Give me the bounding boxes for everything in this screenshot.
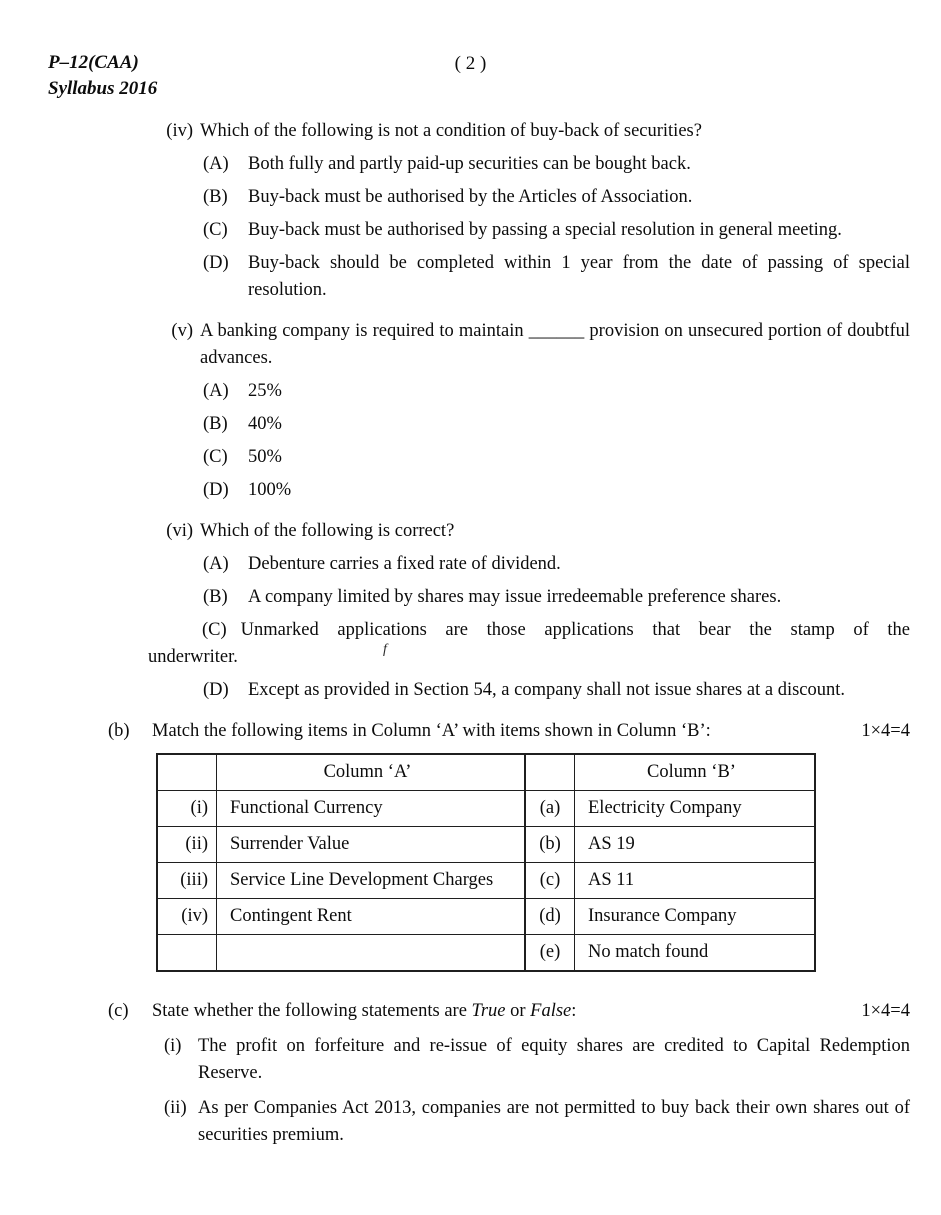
option-label: (B)	[203, 587, 228, 607]
option-b	[203, 184, 910, 211]
part-text-prefix: State whether the following statements are	[152, 1001, 472, 1021]
question-v	[148, 318, 910, 504]
question-vi	[148, 518, 910, 704]
marks-badge: 1×4=4	[861, 721, 910, 741]
false-word: False	[530, 1001, 572, 1021]
item-number: (ii)	[157, 827, 217, 863]
item-letter: (c)	[525, 863, 575, 899]
question-number: (v)	[171, 321, 193, 341]
column-a-item	[217, 935, 526, 972]
table-row	[157, 863, 815, 899]
scan-artifact-mark: f	[383, 642, 387, 657]
page-content	[0, 118, 941, 1149]
item-letter: (b)	[525, 827, 575, 863]
paper-code: P–12(CAA)	[48, 52, 139, 73]
option-c	[148, 617, 910, 671]
option-text: Buy-back must be authorised by passing a special resolution in general meeting.	[248, 220, 842, 240]
option-d	[203, 250, 910, 304]
option-c	[203, 444, 910, 471]
option-label: (C)	[202, 620, 227, 640]
question-number: (vi)	[166, 521, 193, 541]
option-c	[203, 217, 910, 244]
item-number: (iv)	[157, 899, 217, 935]
empty-cell	[525, 754, 575, 791]
part-c-row	[108, 998, 910, 1025]
option-text: Both fully and partly paid-up securities can be bought back.	[248, 154, 691, 174]
option-b	[203, 411, 910, 438]
column-a-header: Column ‘A’	[217, 754, 526, 791]
item-letter: (a)	[525, 791, 575, 827]
option-text: Buy-back should be completed within 1 year from the date of passing of special resolution.	[248, 253, 910, 300]
table-row	[157, 935, 815, 972]
part-text	[152, 998, 849, 1025]
column-b-item: No match found	[575, 935, 816, 972]
option-label: (D)	[203, 480, 229, 500]
page-header	[0, 0, 941, 106]
option-text: 40%	[248, 414, 282, 434]
option-text: 100%	[248, 480, 292, 500]
column-b-item: Insurance Company	[575, 899, 816, 935]
column-a-item: Contingent Rent	[217, 899, 526, 935]
column-b-header: Column ‘B’	[575, 754, 816, 791]
option-text: 50%	[248, 447, 282, 467]
statement-i	[152, 1033, 910, 1087]
option-a	[203, 551, 910, 578]
table-header-row	[157, 754, 815, 791]
part-label: (c)	[108, 1001, 129, 1021]
option-label: (D)	[203, 253, 229, 273]
option-text: 25%	[248, 381, 282, 401]
table-row	[157, 899, 815, 935]
question-text: A banking company is required to maintain ______ provision on unsecured portion of doubtful advances.	[200, 321, 910, 368]
item-number: (iii)	[157, 863, 217, 899]
item-letter: (e)	[525, 935, 575, 972]
item-number	[157, 935, 217, 972]
part-text-suffix: :	[571, 1001, 577, 1021]
statement-label: (ii)	[164, 1098, 187, 1118]
statement-text: As per Companies Act 2013, companies are not permitted to buy back their own shares out of securities premium.	[198, 1098, 910, 1145]
column-a-item: Surrender Value	[217, 827, 526, 863]
option-text: A company limited by shares may issue irredeemable preference shares.	[248, 587, 782, 607]
option-text: Debenture carries a fixed rate of dividend.	[248, 554, 561, 574]
column-a-item: Service Line Development Charges	[217, 863, 526, 899]
part-b-row	[108, 718, 910, 745]
question-iv	[148, 118, 910, 304]
option-label: (A)	[203, 381, 229, 401]
option-text: Except as provided in Section 54, a company shall not issue shares at a discount.	[248, 680, 846, 700]
option-d	[203, 677, 910, 704]
empty-cell	[157, 754, 217, 791]
option-text: Unmarked applications are those applications that bear the stamp of the underwriter.	[148, 620, 910, 667]
option-label: (B)	[203, 414, 228, 434]
option-label: (C)	[203, 220, 228, 240]
table-row	[157, 791, 815, 827]
column-b-item: AS 11	[575, 863, 816, 899]
statement-ii	[152, 1095, 910, 1149]
column-b-item: Electricity Company	[575, 791, 816, 827]
option-label: (C)	[203, 447, 228, 467]
question-row	[148, 118, 910, 145]
part-text: Match the following items in Column ‘A’ with items shown in Column ‘B’:	[152, 721, 711, 741]
question-row	[148, 518, 910, 545]
option-d	[203, 477, 910, 504]
option-a	[203, 378, 910, 405]
marks-badge: 1×4=4	[861, 1001, 910, 1021]
page-number: ( 2 )	[454, 53, 487, 74]
option-a	[203, 151, 910, 178]
option-label: (B)	[203, 187, 228, 207]
match-table	[156, 753, 816, 972]
item-letter: (d)	[525, 899, 575, 935]
item-number: (i)	[157, 791, 217, 827]
question-text: Which of the following is correct?	[200, 521, 455, 541]
part-text-middle: or	[505, 1001, 531, 1021]
option-b	[203, 584, 910, 611]
column-a-item: Functional Currency	[217, 791, 526, 827]
syllabus-label: Syllabus 2016	[48, 78, 158, 99]
option-label: (A)	[203, 554, 229, 574]
table-row	[157, 827, 815, 863]
option-label: (D)	[203, 680, 229, 700]
true-word: True	[471, 1001, 506, 1021]
question-number: (iv)	[166, 121, 193, 141]
option-label: (A)	[203, 154, 229, 174]
part-label: (b)	[108, 721, 130, 741]
question-text: Which of the following is not a condition of buy-back of securities?	[200, 121, 702, 141]
statement-label: (i)	[164, 1036, 182, 1056]
option-text: Buy-back must be authorised by the Articles of Association.	[248, 187, 693, 207]
question-row	[148, 318, 910, 372]
statement-text: The profit on forfeiture and re-issue of equity shares are credited to Capital Redemption Reserve.	[198, 1036, 910, 1083]
column-b-item: AS 19	[575, 827, 816, 863]
